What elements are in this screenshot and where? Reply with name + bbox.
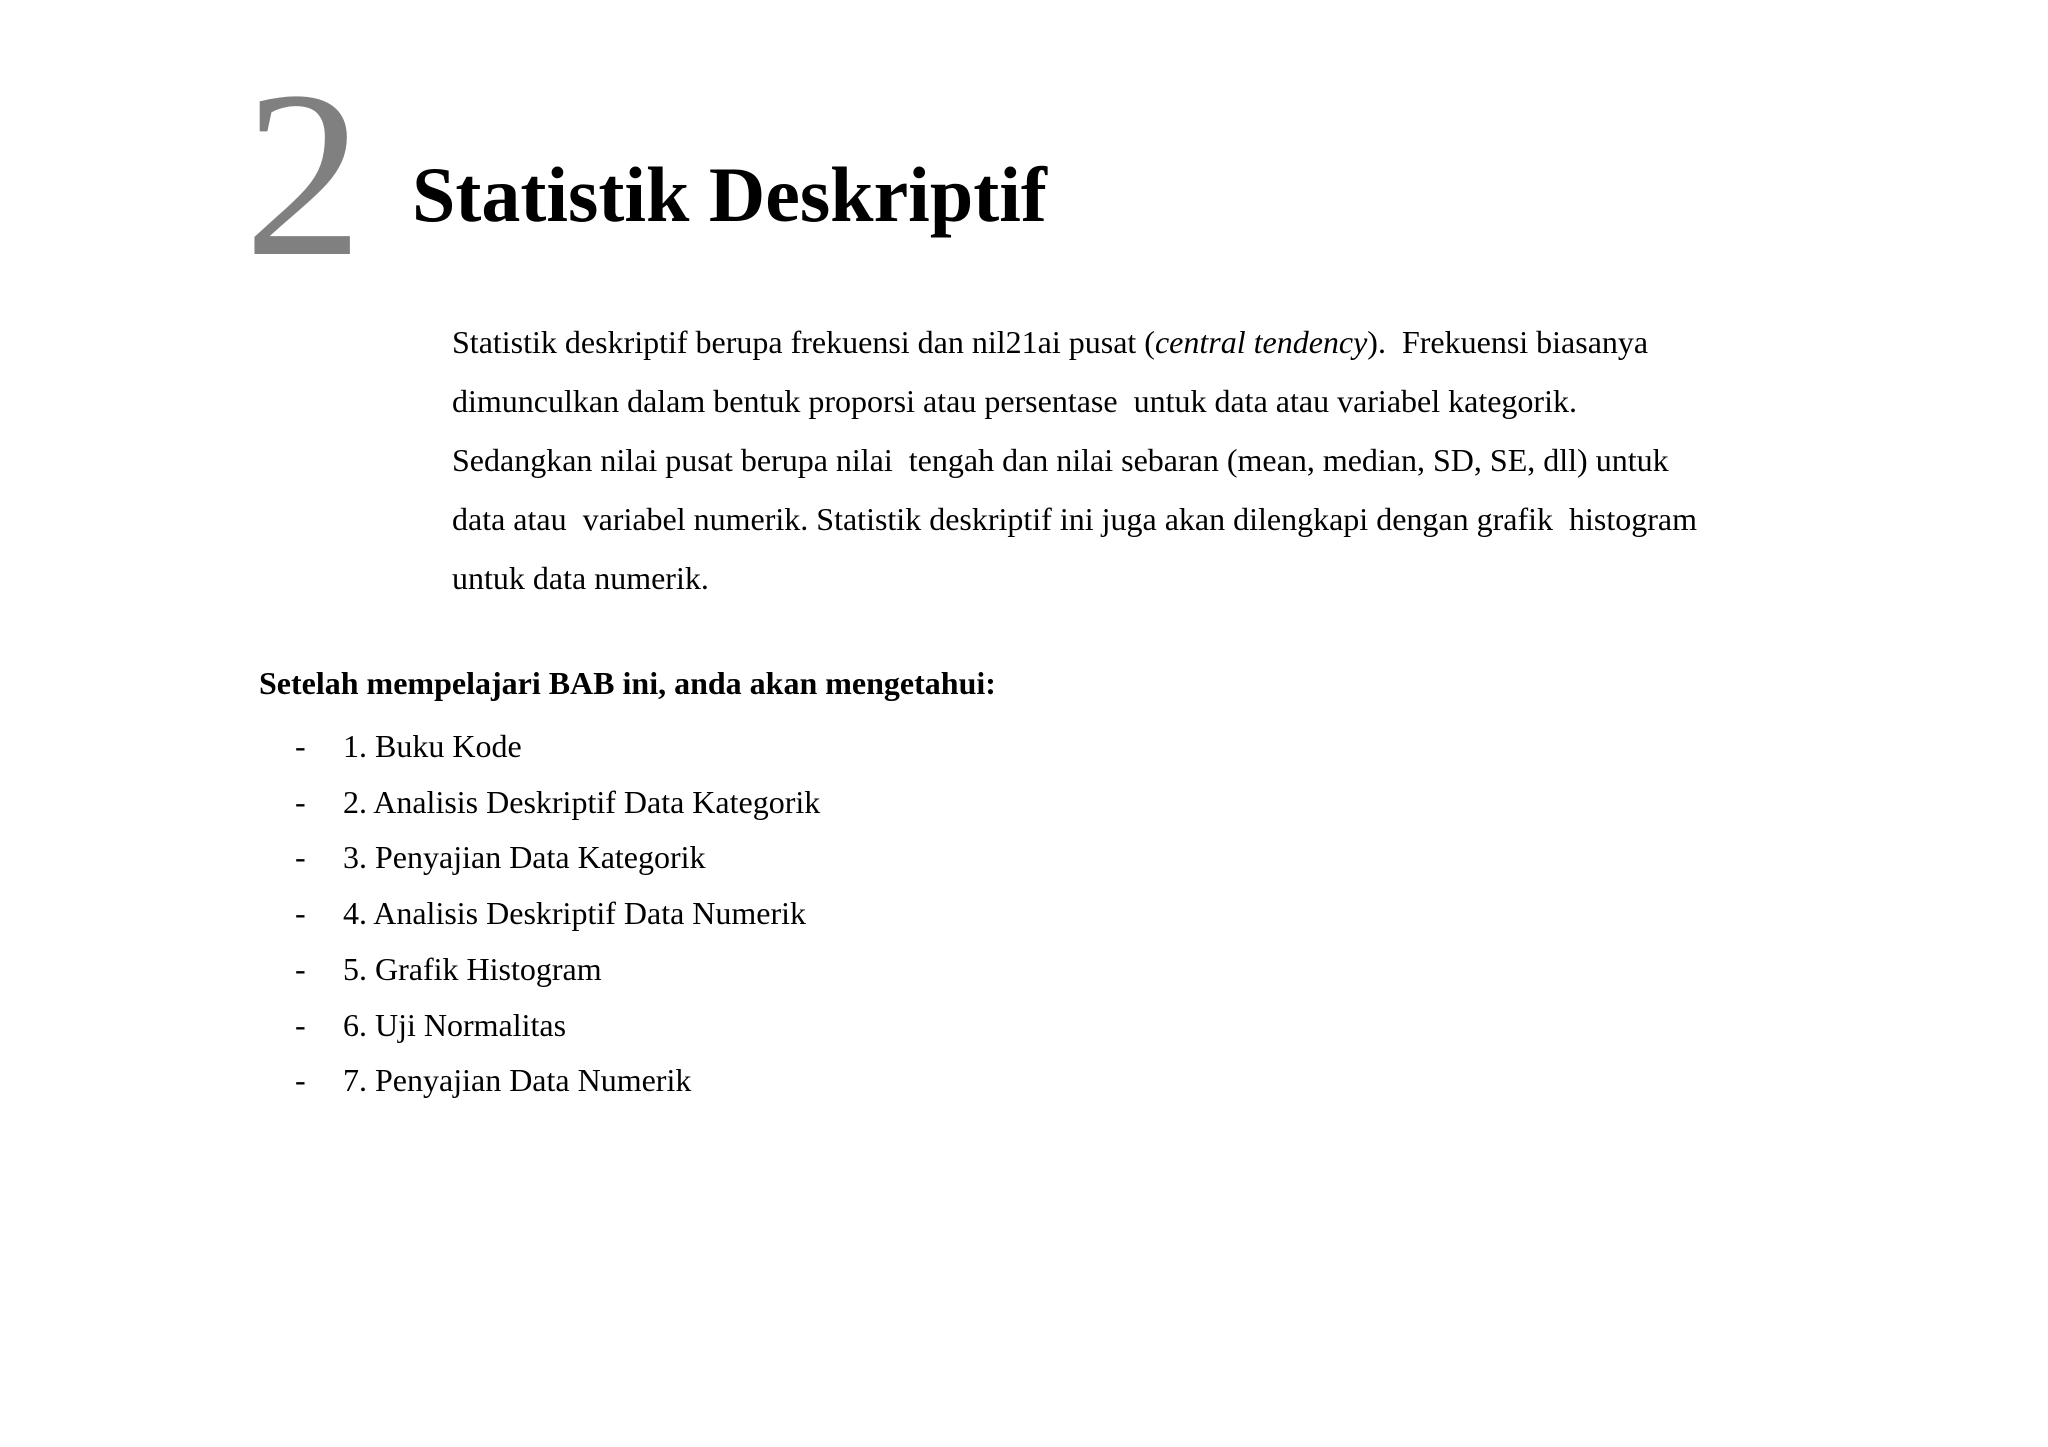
list-item [295,775,820,831]
intro-line-2: dimunculkan dalam bentuk proporsi atau persentase untuk data atau variabel kategorik. [452,383,1577,419]
list-item-label: 3. Penyajian Data Kategorik [343,839,706,876]
objectives-list [295,719,820,1109]
list-item-label: 4. Analisis Deskriptif Data Numerik [343,895,807,932]
objectives-heading: Setelah mempelajari BAB ini, anda akan mengetahui: [259,665,996,701]
list-item-label: 6. Uji Normalitas [343,1006,567,1043]
list-item [295,830,820,886]
intro-line-3: Sedangkan nilai pusat berupa nilai tengah dan nilai sebaran (mean, median, SD, SE, dll) untuk [452,442,1669,478]
intro-line-4: data atau variabel numerik. Statistik deskriptif ini juga akan dilengkapi dengan grafik histogram [452,501,1697,537]
list-item-label: 2. Analisis Deskriptif Data Kategorik [343,783,821,820]
list-item [295,886,820,942]
intro-paragraph [452,313,1892,608]
bullet-dash: - [295,1062,306,1099]
intro-line-1-end: ). Frekuensi biasanya [1367,324,1649,360]
chapter-title: Statistik Deskriptif [412,151,1047,238]
bullet-dash: - [295,895,306,932]
list-item [295,719,820,775]
list-item-label: 7. Penyajian Data Numerik [343,1062,692,1099]
chapter-number: 2 [244,43,363,306]
bullet-dash: - [295,839,306,876]
bullet-dash: - [295,783,306,820]
intro-line-1 [452,313,1892,372]
intro-line-5: untuk data numerik. [452,560,709,596]
bullet-dash: - [295,728,306,764]
bullet-dash: - [295,950,306,987]
list-item [295,942,820,998]
intro-italic-term: central tendency [1154,324,1368,360]
intro-line-1-start: Statistik deskriptif berupa frekuensi dan nil21ai pusat ( [452,324,1155,360]
list-item [295,1053,820,1109]
list-item-label: 1. Buku Kode [343,728,522,764]
bullet-dash: - [295,1006,306,1043]
list-item-label: 5. Grafik Histogram [343,950,602,987]
list-item [295,998,820,1054]
